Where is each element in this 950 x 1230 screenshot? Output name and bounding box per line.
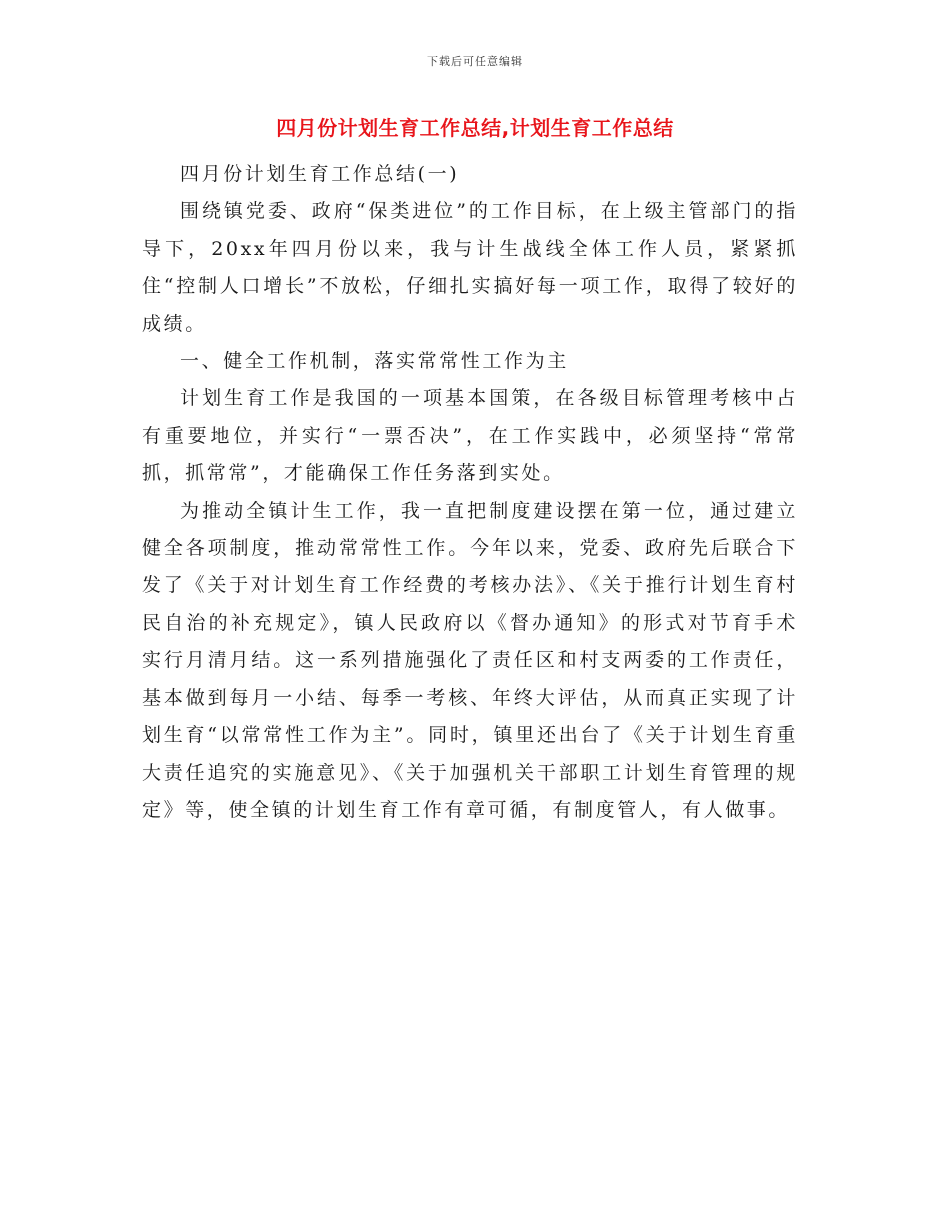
paragraph: 为推动全镇计生工作，我一直把制度建设摆在第一位，通过建立健全各项制度，推动常常性工作。今年以来，党委、政府先后联合下发了《关于对计划生育工作经费的考核办法》、《关于推行计划生育村民自治的补充规定》，镇人民政府以《督办通知》的形式对节育手术实行月清月结。这一系列措施强化了责任区和村支两委的工作责任，基本做到每月一小结、每季一考核、年终大评估，从而真正实现了计划生育“以常常性工作为主”。同时，镇里还出台了《关于计划生育重大责任追究的实施意见》、《关于加强机关干部职工计划生育管理的规定》等，使全镇的计划生育工作有章可循，有制度管人，有人做事。 bbox=[142, 499, 798, 821]
paragraph: 计划生育工作是我国的一项基本国策，在各级目标管理考核中占有重要地位，并实行“一票否决”，在工作实践中，必须坚持“常常抓，抓常常”，才能确保工作任务落到实处。 bbox=[142, 387, 798, 485]
paragraph-subtitle: 四月份计划生育工作总结(一) bbox=[180, 163, 460, 185]
header-note: 下载后可任意编辑 bbox=[427, 55, 523, 68]
section-heading: 一、健全工作机制，落实常常性工作为主 bbox=[180, 350, 569, 373]
document-body bbox=[142, 156, 798, 829]
paragraph-intro: 围绕镇党委、政府“保类进位”的工作目标，在上级主管部门的指导下，20xx年四月份以来，我与计生战线全体工作人员，紧紧抓住“控制人口增长”不放松，仔细扎实搞好每一项工作，取得了较好的成绩。 bbox=[142, 200, 798, 335]
document-title: 四月份计划生育工作总结,计划生育工作总结 bbox=[276, 116, 674, 140]
